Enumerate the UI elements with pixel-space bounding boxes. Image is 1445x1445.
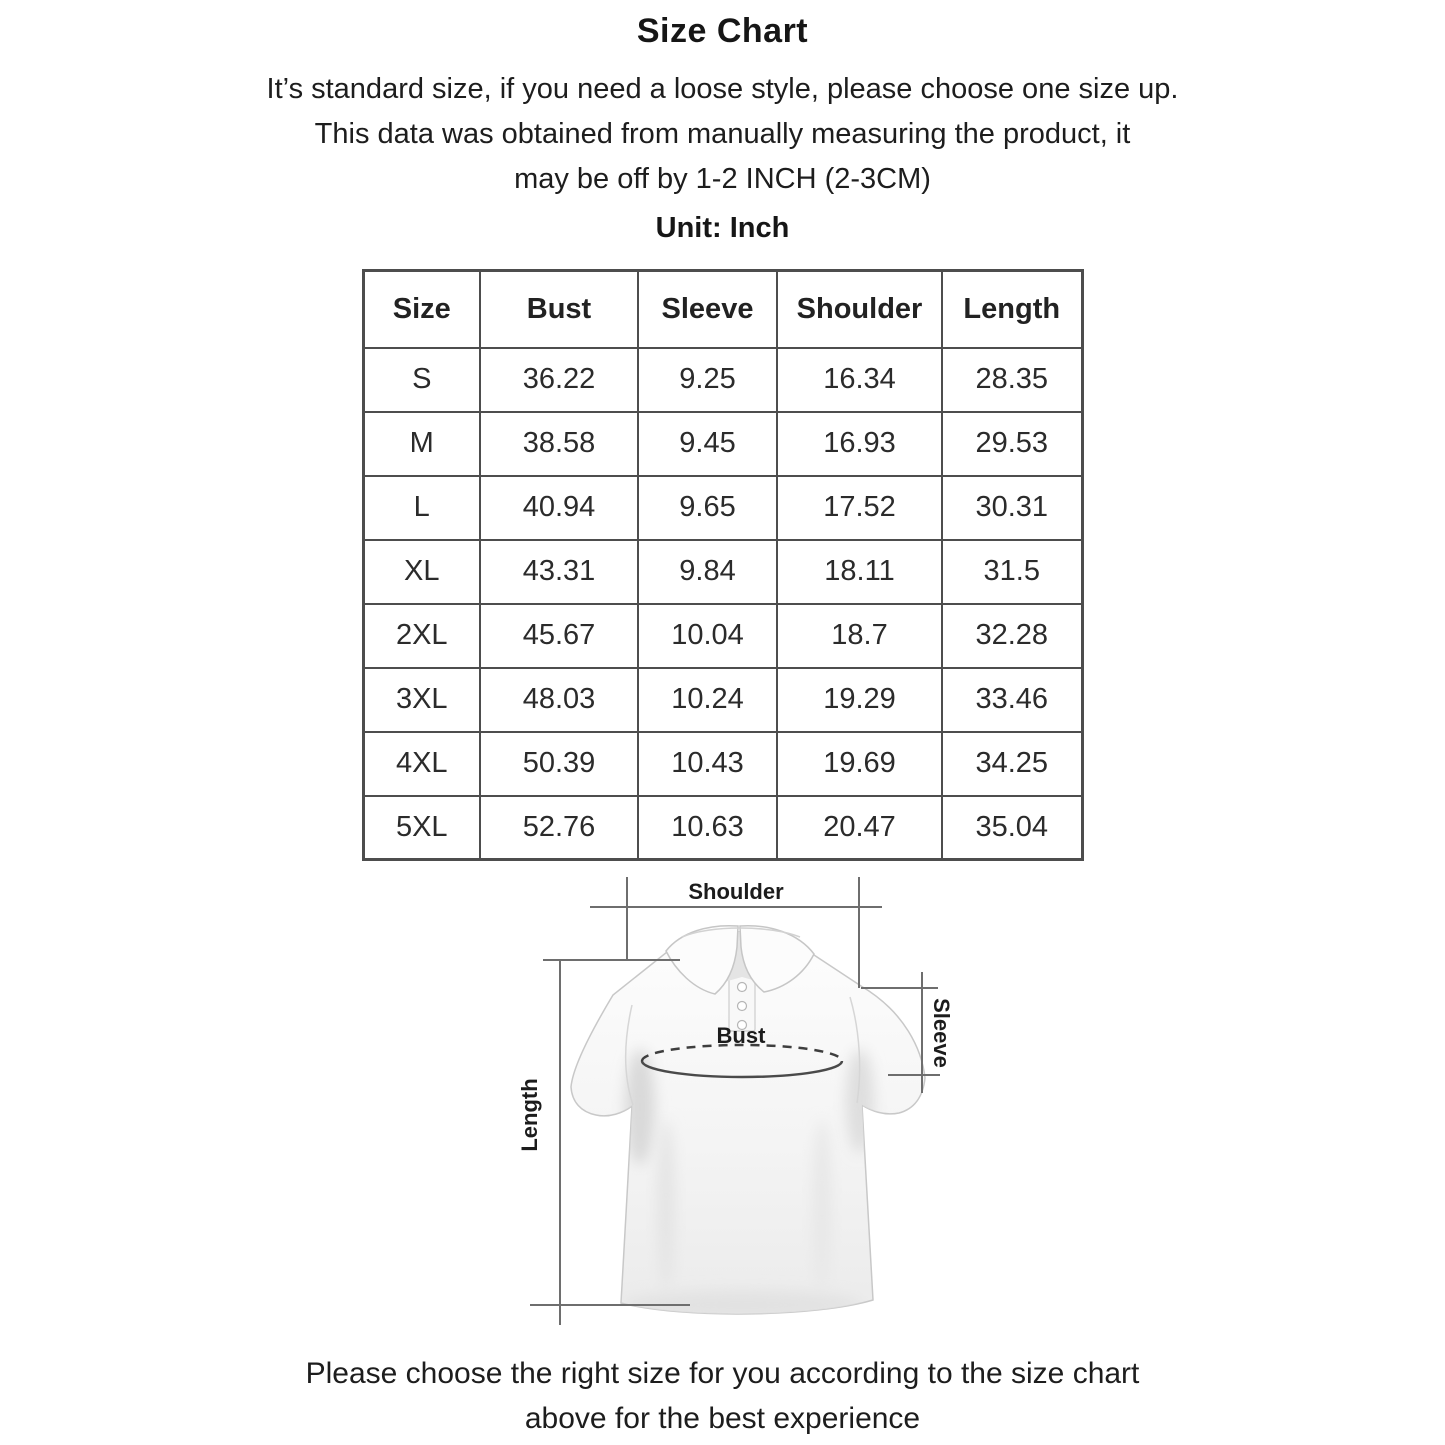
table-cell: 18.7 (777, 604, 942, 668)
table-header-row (363, 271, 1082, 348)
table-cell-size: 2XL (363, 604, 480, 668)
table-cell: 30.31 (942, 476, 1082, 540)
table-row (363, 540, 1082, 604)
measurement-diagram (470, 875, 1010, 1345)
table-cell: 19.69 (777, 732, 942, 796)
table-row (363, 668, 1082, 732)
table-cell: 43.31 (480, 540, 638, 604)
table-cell: 18.11 (777, 540, 942, 604)
table-row (363, 348, 1082, 412)
table-row (363, 732, 1082, 796)
table-cell: 35.04 (942, 796, 1082, 860)
table-cell: 9.65 (638, 476, 777, 540)
table-cell: 31.5 (942, 540, 1082, 604)
column-header-size: Size (363, 271, 480, 348)
button-icon (738, 1002, 747, 1011)
table-row (363, 412, 1082, 476)
table-cell: 17.52 (777, 476, 942, 540)
size-table (362, 269, 1084, 861)
table-cell: 38.58 (480, 412, 638, 476)
size-note-line: This data was obtained from manually measuring the product, it (314, 118, 1131, 150)
table-cell: 9.25 (638, 348, 777, 412)
shirt-illustration (571, 926, 925, 1319)
column-header-sleeve: Sleeve (638, 271, 777, 348)
table-cell: 34.25 (942, 732, 1082, 796)
page-title: Size Chart (636, 12, 809, 50)
size-note (0, 67, 1445, 202)
shoulder-label: Shoulder (688, 879, 784, 904)
table-row (363, 604, 1082, 668)
table-cell-size: XL (363, 540, 480, 604)
column-header-shoulder: Shoulder (777, 271, 942, 348)
unit-label: Unit: Inch (655, 212, 790, 244)
footer-note (0, 1351, 1445, 1441)
size-note-line: may be off by 1-2 INCH (2-3CM) (514, 163, 931, 195)
table-cell: 16.34 (777, 348, 942, 412)
table-cell: 9.45 (638, 412, 777, 476)
table-cell: 40.94 (480, 476, 638, 540)
length-label: Length (517, 1078, 542, 1152)
bust-label: Bust (716, 1023, 766, 1048)
table-row (363, 796, 1082, 860)
table-cell-size: L (363, 476, 480, 540)
table-cell: 52.76 (480, 796, 638, 860)
table-cell: 32.28 (942, 604, 1082, 668)
table-cell: 16.93 (777, 412, 942, 476)
table-cell-size: 5XL (363, 796, 480, 860)
table-cell: 10.63 (638, 796, 777, 860)
table-cell: 29.53 (942, 412, 1082, 476)
table-cell-size: 4XL (363, 732, 480, 796)
table-cell: 50.39 (480, 732, 638, 796)
table-cell: 33.46 (942, 668, 1082, 732)
table-cell: 48.03 (480, 668, 638, 732)
table-cell: 10.04 (638, 604, 777, 668)
table-cell-size: 3XL (363, 668, 480, 732)
table-cell: 19.29 (777, 668, 942, 732)
table-row (363, 476, 1082, 540)
table-cell: 9.84 (638, 540, 777, 604)
table-cell: 45.67 (480, 604, 638, 668)
table-cell-size: S (363, 348, 480, 412)
column-header-bust: Bust (480, 271, 638, 348)
table-cell-size: M (363, 412, 480, 476)
sleeve-label: Sleeve (929, 998, 954, 1068)
size-note-line: It’s standard size, if you need a loose style, please choose one size up. (266, 73, 1179, 105)
footer-note-line: above for the best experience (524, 1402, 921, 1435)
table-cell: 10.43 (638, 732, 777, 796)
column-header-length: Length (942, 271, 1082, 348)
footer-note-line: Please choose the right size for you according to the size chart (305, 1357, 1140, 1390)
table-cell: 20.47 (777, 796, 942, 860)
table-cell: 10.24 (638, 668, 777, 732)
table-cell: 28.35 (942, 348, 1082, 412)
table-cell: 36.22 (480, 348, 638, 412)
button-icon (738, 983, 747, 992)
